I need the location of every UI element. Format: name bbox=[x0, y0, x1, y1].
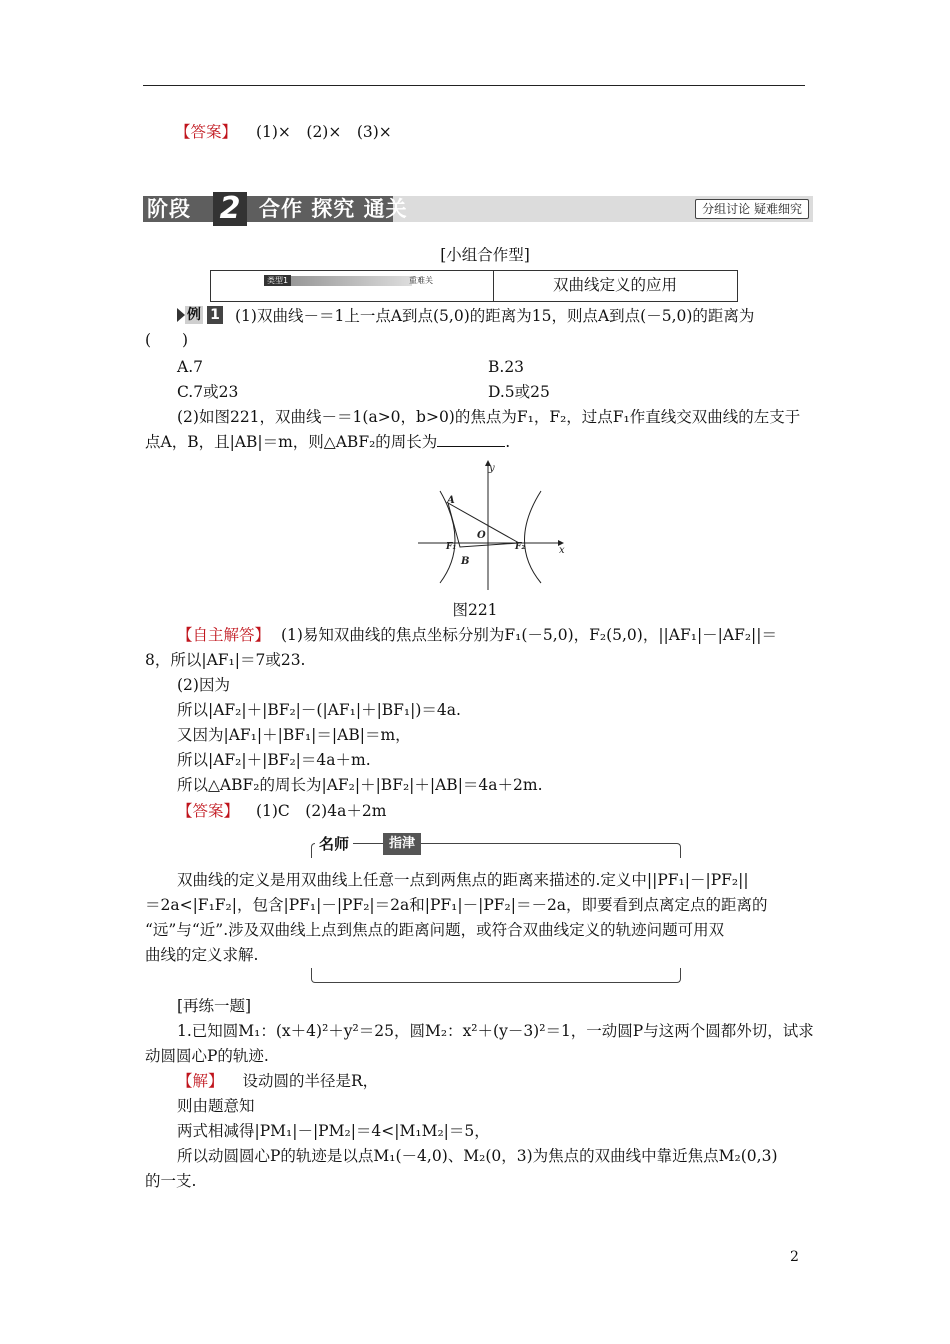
type-title: 双曲线定义的应用 bbox=[552, 276, 677, 294]
teacher-tip-header bbox=[311, 831, 679, 857]
hyperbola-figure bbox=[418, 455, 573, 593]
practice-q-line2: 动圆圆心P的轨迹. bbox=[145, 1047, 269, 1065]
solution-line7: 所以△ABF₂的周长为|AF₂|＋|BF₂|＋|AB|＝4a＋2m. bbox=[177, 776, 543, 794]
answer-blank bbox=[437, 430, 505, 447]
tip-label-badge: 指津 bbox=[383, 833, 421, 855]
label-y: y bbox=[489, 463, 495, 474]
type-badge: 类型1 bbox=[264, 275, 291, 286]
example-q2-text: 点A，B，且|AB|＝m，则△ABF₂的周长为 bbox=[145, 433, 438, 451]
tip-line2: ＝2a<|F₁F₂|，包含|PF₁|－|PF₂|＝2a和|PF₁|－|PF₂|＝－2a，即要看到点离定点的距离的 bbox=[145, 896, 768, 914]
right-branch bbox=[525, 491, 542, 583]
banner-tag: 分组讨论 疑难细究 bbox=[695, 199, 809, 219]
practice-title: [再练一题] bbox=[177, 997, 252, 1015]
solution-line2: 8，所以|AF₁|＝7或23. bbox=[145, 651, 306, 669]
figure-caption: 图221 bbox=[452, 601, 498, 619]
example-number: 1 bbox=[207, 306, 223, 324]
banner-title: 合作 探究 通关 bbox=[259, 197, 408, 221]
answer-line-1 bbox=[175, 120, 392, 144]
practice-q-line1: 1.已知圆M₁：(x＋4)²＋y²＝25，圆M₂：x²＋(y－3)²＝1，一动圆P与这两个圆都外切，试求 bbox=[177, 1022, 814, 1040]
solution-line4: 所以|AF₂|＋|BF₂|－(|AF₁|＋|BF₁|)＝4a. bbox=[177, 701, 461, 719]
stage-banner bbox=[143, 193, 813, 225]
banner-stage-label: 阶段 bbox=[147, 197, 191, 221]
tip-frame-bottom bbox=[311, 968, 681, 983]
practice-sol-line1 bbox=[177, 1069, 378, 1093]
top-rule bbox=[143, 85, 805, 86]
example-q2-end: . bbox=[505, 433, 511, 451]
tip-frame-top bbox=[311, 843, 681, 858]
solution-line1 bbox=[177, 623, 777, 647]
type-table bbox=[210, 270, 738, 302]
example-q1-line1: (1)双曲线－＝1上一点A到点(5,0)的距离为15，则点A到点(－5,0)的距离为 bbox=[235, 307, 755, 325]
section-type-heading: [小组合作型] bbox=[440, 246, 530, 264]
type-badge-difficulty: 重难关 bbox=[409, 276, 433, 285]
solution-label: 【自主解答】 bbox=[177, 626, 271, 644]
option-a: A.7 bbox=[177, 358, 203, 376]
example-label: 例 bbox=[187, 307, 201, 323]
label-a: A bbox=[447, 495, 455, 506]
answer-line-2 bbox=[177, 799, 386, 823]
label-o: O bbox=[477, 530, 486, 541]
practice-sol-label: 【解】 bbox=[177, 1072, 224, 1090]
practice-sol-line3: 两式相减得|PM₁|－|PM₂|＝4<|M₁M₂|＝5， bbox=[177, 1122, 490, 1140]
answer2-text: (1)C (2)4a＋2m bbox=[255, 802, 387, 820]
practice-sol-line5: 的一支. bbox=[145, 1172, 197, 1190]
example-marker bbox=[177, 304, 227, 326]
label-b: B bbox=[461, 556, 470, 567]
example-arrow-icon bbox=[177, 308, 185, 322]
tip-label: 名师 bbox=[315, 833, 353, 855]
solution-line3: (2)因为 bbox=[177, 676, 230, 694]
tip-line4: 曲线的定义求解. bbox=[145, 946, 259, 964]
solution-line5: 又因为|AF₁|＋|BF₁|＝|AB|＝m， bbox=[177, 726, 411, 744]
label-f2: F₂ bbox=[515, 542, 526, 552]
solution-line6: 所以|AF₂|＋|BF₂|＝4a＋m. bbox=[177, 751, 371, 769]
label-f1: F₁ bbox=[446, 542, 457, 552]
example-q2-line2 bbox=[145, 430, 510, 454]
example-q1-line2: ( ) bbox=[145, 331, 189, 349]
label-x: x bbox=[559, 545, 565, 556]
option-d: D.5或25 bbox=[488, 383, 550, 401]
practice-sol-text: 设动圆的半径是R， bbox=[242, 1072, 379, 1090]
answer2-label: 【答案】 bbox=[177, 802, 240, 820]
banner-stage-number: 2 bbox=[213, 192, 247, 226]
practice-sol-line2: 则由题意知 bbox=[177, 1097, 255, 1115]
page-number: 2 bbox=[790, 1249, 799, 1265]
option-b: B.23 bbox=[488, 358, 525, 376]
solution-text-1: (1)易知双曲线的焦点坐标分别为F₁(－5,0)，F₂(5,0)，||AF₁|－|AF₂||＝ bbox=[280, 626, 777, 644]
example-q2-line1: (2)如图221，双曲线－＝1(a>0，b>0)的焦点为F₁，F₂，过点F₁作直线交双曲线的左支于 bbox=[177, 408, 801, 426]
tip-line1: 双曲线的定义是用双曲线上任意一点到两焦点的距离来描述的.定义中||PF₁|－|PF₂|| bbox=[177, 871, 749, 889]
answer-text: (1)× (2)× (3)× bbox=[255, 123, 392, 141]
tip-line3: “远”与“近”.涉及双曲线上点到焦点的距离问题，或符合双曲线定义的轨迹问题可用双 bbox=[145, 921, 725, 939]
option-c: C.7或23 bbox=[177, 383, 239, 401]
practice-sol-line4: 所以动圆圆心P的轨迹是以点M₁(－4,0)、M₂(0，3)为焦点的双曲线中靠近焦点M₂(0,3) bbox=[177, 1147, 778, 1165]
answer-label: 【答案】 bbox=[175, 123, 238, 141]
